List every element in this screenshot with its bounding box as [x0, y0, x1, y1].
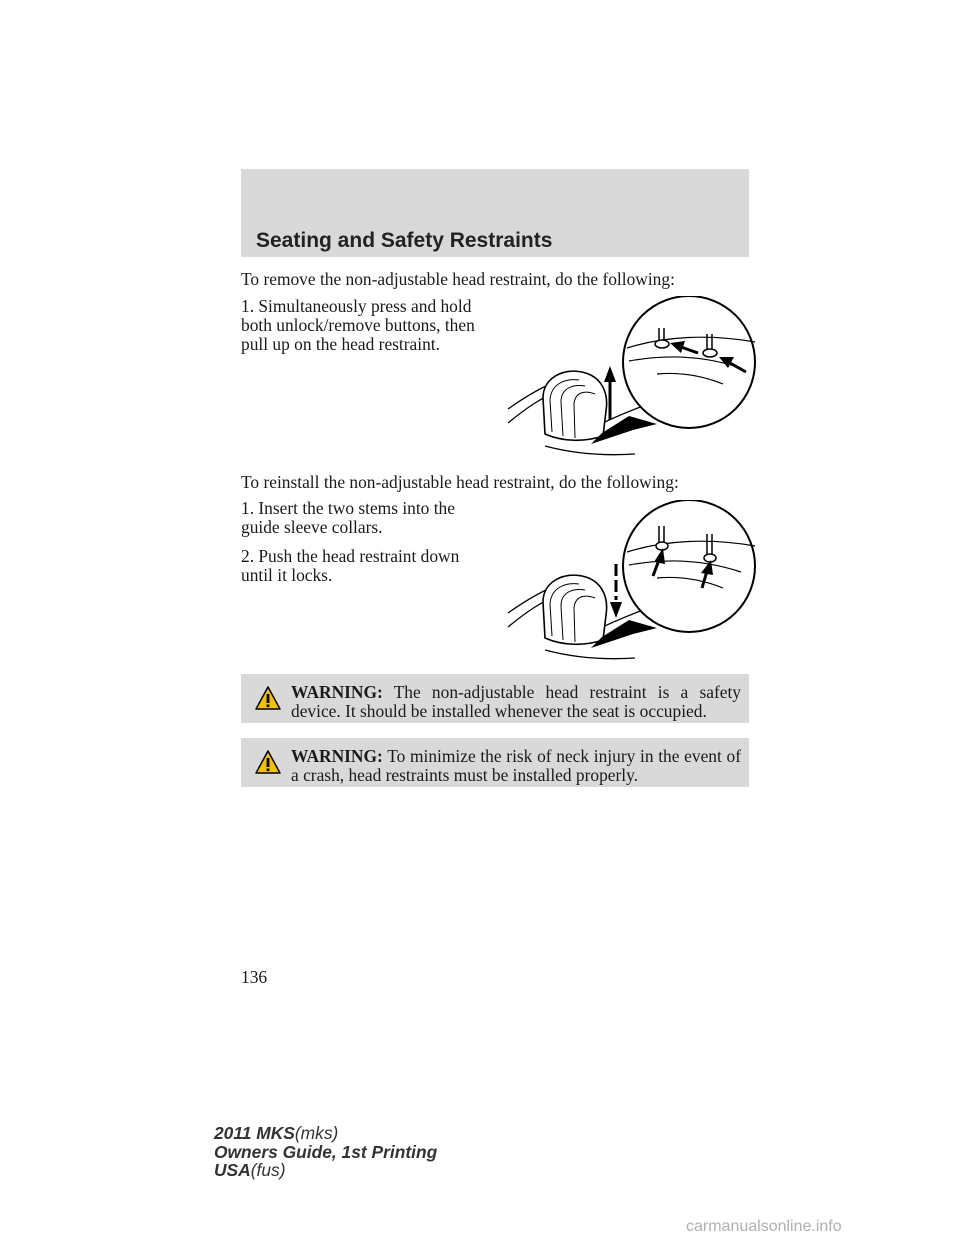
reinstall-intro: To reinstall the non-adjustable head restraint, do the following: [241, 472, 679, 492]
print-footer [214, 1124, 437, 1180]
warning-triangle-icon [255, 686, 281, 710]
warning-text [291, 683, 741, 721]
footer-model: 2011 MKS [214, 1123, 295, 1143]
warning-label: WARNING: [291, 746, 383, 766]
warning-box [241, 738, 749, 787]
remove-step-1-line: 1. Simultaneously press and hold [241, 296, 472, 316]
warning-body: The non-adjustable head restraint is a safety device. It should be installed whenever the seat is occupied. [291, 682, 741, 721]
remove-step-1-line: both unlock/remove buttons, then [241, 315, 475, 335]
reinstall-step-1 [241, 499, 455, 537]
footer-market: USA [214, 1160, 251, 1180]
section-header-band [241, 169, 749, 257]
reinstall-step-2 [241, 547, 459, 585]
warning-triangle-icon [255, 750, 281, 774]
footer-model-code: (mks) [294, 1123, 339, 1143]
warning-box [241, 674, 749, 723]
page-number: 136 [241, 967, 268, 987]
remove-head-restraint-illustration [505, 296, 760, 456]
footer-market-code: (fus) [250, 1160, 286, 1180]
warning-label: WARNING: [291, 682, 383, 702]
reinstall-head-restraint-illustration [505, 500, 760, 660]
remove-intro: To remove the non-adjustable head restraint, do the following: [241, 269, 675, 289]
reinstall-step-1-line: 1. Insert the two stems into the [241, 498, 455, 518]
reinstall-step-2-line: until it locks. [241, 565, 333, 585]
warning-body: To minimize the risk of neck injury in the event of a crash, head restraints must be installed properly. [291, 746, 741, 785]
reinstall-step-2-line: 2. Push the head restraint down [241, 546, 460, 566]
remove-step-1 [241, 297, 475, 354]
watermark: carmanualsonline.info [686, 1218, 842, 1235]
warning-text [291, 747, 741, 785]
remove-step-1-line: pull up on the head restraint. [241, 334, 440, 354]
reinstall-step-1-line: guide sleeve collars. [241, 517, 383, 537]
section-title: Seating and Safety Restraints [256, 229, 553, 252]
footer-guide: Owners Guide, 1st Printing [214, 1141, 438, 1162]
